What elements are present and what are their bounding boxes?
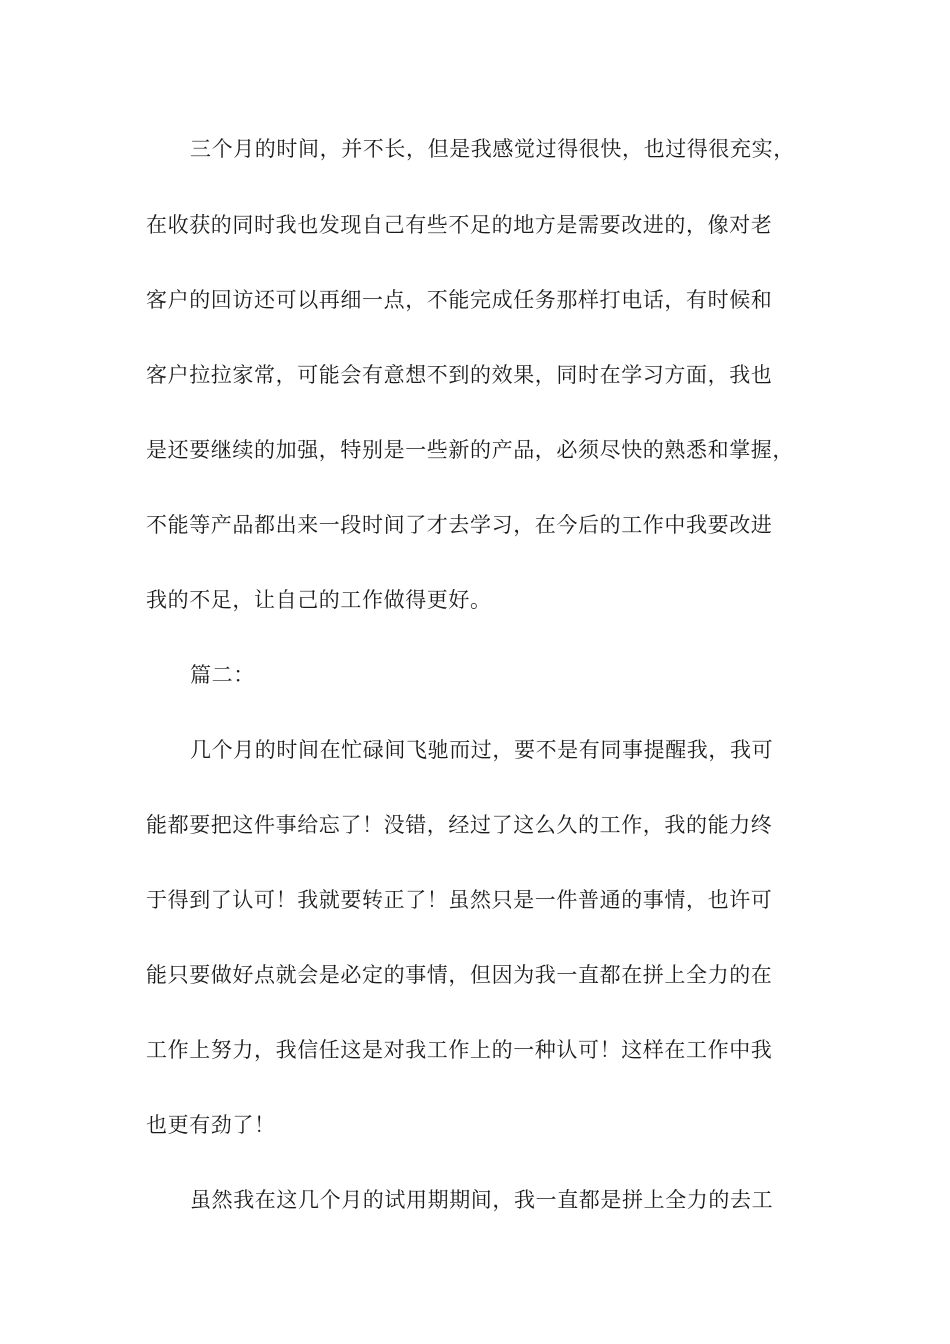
paragraph-1-line-6: 不能等产品都出来一段时间了才去学习，在今后的工作中我要改进 xyxy=(146,513,773,537)
paragraph-3-line-1: 虽然我在这几个月的试用期期间，我一直都是拼上全力的去工 xyxy=(190,1188,774,1212)
paragraph-1-line-7: 我的不足，让自己的工作做得更好。 xyxy=(146,588,492,612)
paragraph-2-line-4: 能只要做好点就会是必定的事情，但因为我一直都在拼上全力的在 xyxy=(146,963,773,987)
paragraph-2-line-6: 也更有劲了！ xyxy=(146,1113,276,1137)
paragraph-1-line-3: 客户的回访还可以再细一点，不能完成任务那样打电话，有时候和 xyxy=(146,288,773,312)
paragraph-2-line-3: 于得到了认可！我就要转正了！虽然只是一件普通的事情，也许可 xyxy=(146,888,773,912)
paragraph-1-line-2: 在收获的同时我也发现自己有些不足的地方是需要改进的，像对老 xyxy=(146,213,773,237)
paragraph-1-line-1: 三个月的时间，并不长，但是我感觉过得很快，也过得很充实， xyxy=(190,137,795,161)
paragraph-1-line-4: 客户拉拉家常，可能会有意想不到的效果，同时在学习方面，我也 xyxy=(146,363,773,387)
paragraph-2-line-5: 工作上努力，我信任这是对我工作上的一种认可！这样在工作中我 xyxy=(146,1038,773,1062)
paragraph-2-line-2: 能都要把这件事给忘了！没错，经过了这么久的工作，我的能力终 xyxy=(146,813,773,837)
section-heading: 篇二： xyxy=(190,663,255,687)
paragraph-2-line-1: 几个月的时间在忙碌间飞驰而过，要不是有同事提醒我，我可 xyxy=(190,738,774,762)
paragraph-1-line-5: 是还要继续的加强，特别是一些新的产品，必须尽快的熟悉和掌握， xyxy=(146,438,794,462)
